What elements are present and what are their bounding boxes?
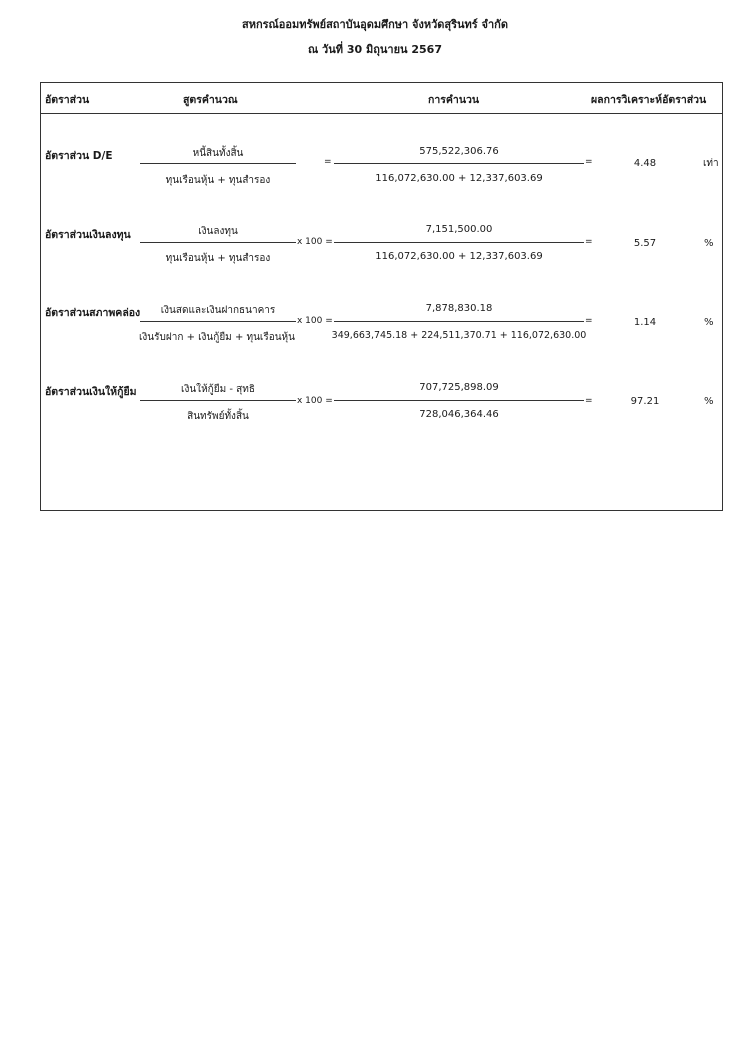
formula-fraction-line (140, 400, 296, 401)
result-unit: % (704, 238, 714, 249)
result-value: 97.21 (630, 396, 660, 407)
equals-sign: = (585, 237, 593, 247)
row-label: อัตราส่วนเงินลงทุน (45, 229, 131, 241)
calc-numerator: 575,522,306.76 (419, 146, 499, 157)
formula-numerator: เงินลงทุน (198, 226, 238, 237)
multiplier: x 100 = (297, 396, 333, 406)
header-formula: สูตรคำนวณ (183, 94, 238, 106)
formula-fraction-line (140, 321, 296, 322)
row-label: อัตราส่วน D/E (45, 150, 113, 162)
multiplier: x 100 = (297, 237, 333, 247)
result-value: 5.57 (633, 238, 657, 249)
calc-fraction-line (334, 163, 584, 164)
equals-sign: = (585, 316, 593, 326)
calc-denominator: 116,072,630.00 + 12,337,603.69 (375, 251, 543, 262)
calc-denominator: 116,072,630.00 + 12,337,603.69 (375, 173, 543, 184)
formula-denominator: ทุนเรือนหุ้น + ทุนสำรอง (165, 253, 271, 264)
result-unit: % (704, 317, 714, 328)
formula-denominator: เงินรับฝาก + เงินกู้ยืม + ทุนเรือนหุ้น (139, 332, 295, 343)
calc-fraction-line (334, 242, 584, 243)
formula-numerator: หนี้สินทั้งสิ้น (192, 148, 244, 159)
document-title: สหกรณ์ออมทรัพย์สถาบันอุดมศึกษา จังหวัดสุรินทร์ จำกัด (242, 18, 508, 31)
calc-fraction-line (334, 400, 584, 401)
formula-fraction-line (140, 163, 296, 164)
calc-fraction-line (334, 321, 584, 322)
formula-denominator: ทุนเรือนหุ้น + ทุนสำรอง (165, 175, 271, 186)
multiplier: x 100 = (297, 316, 333, 326)
header-result: ผลการวิเคราะห์อัตราส่วน (591, 94, 707, 106)
row-label: อัตราส่วนสภาพคล่อง (45, 307, 141, 319)
result-unit: เท่า (703, 158, 719, 169)
multiplier: = (324, 157, 332, 167)
calc-denominator: 728,046,364.46 (419, 409, 499, 420)
calc-numerator: 7,151,500.00 (425, 224, 493, 235)
calc-numerator: 707,725,898.09 (419, 382, 499, 393)
formula-fraction-line (140, 242, 296, 243)
formula-numerator: เงินให้กู้ยืม - สุทธิ (181, 384, 255, 395)
calc-numerator: 7,878,830.18 (425, 303, 493, 314)
equals-sign: = (585, 157, 593, 167)
result-value: 4.48 (633, 158, 657, 169)
document-date: ณ วันที่ 30 มิถุนายน 2567 (308, 43, 442, 56)
formula-numerator: เงินสดและเงินฝากธนาคาร (160, 305, 276, 316)
result-value: 1.14 (633, 317, 657, 328)
header-divider (40, 113, 723, 114)
row-label: อัตราส่วนเงินให้กู้ยืม (45, 386, 137, 398)
header-ratio: อัตราส่วน (45, 94, 90, 106)
result-unit: % (704, 396, 714, 407)
header-calculation: การคำนวน (428, 94, 480, 106)
equals-sign: = (585, 396, 593, 406)
formula-denominator: สินทรัพย์ทั้งสิ้น (187, 411, 249, 422)
calc-denominator: 349,663,745.18 + 224,511,370.71 + 116,072,630.00 (331, 330, 587, 341)
